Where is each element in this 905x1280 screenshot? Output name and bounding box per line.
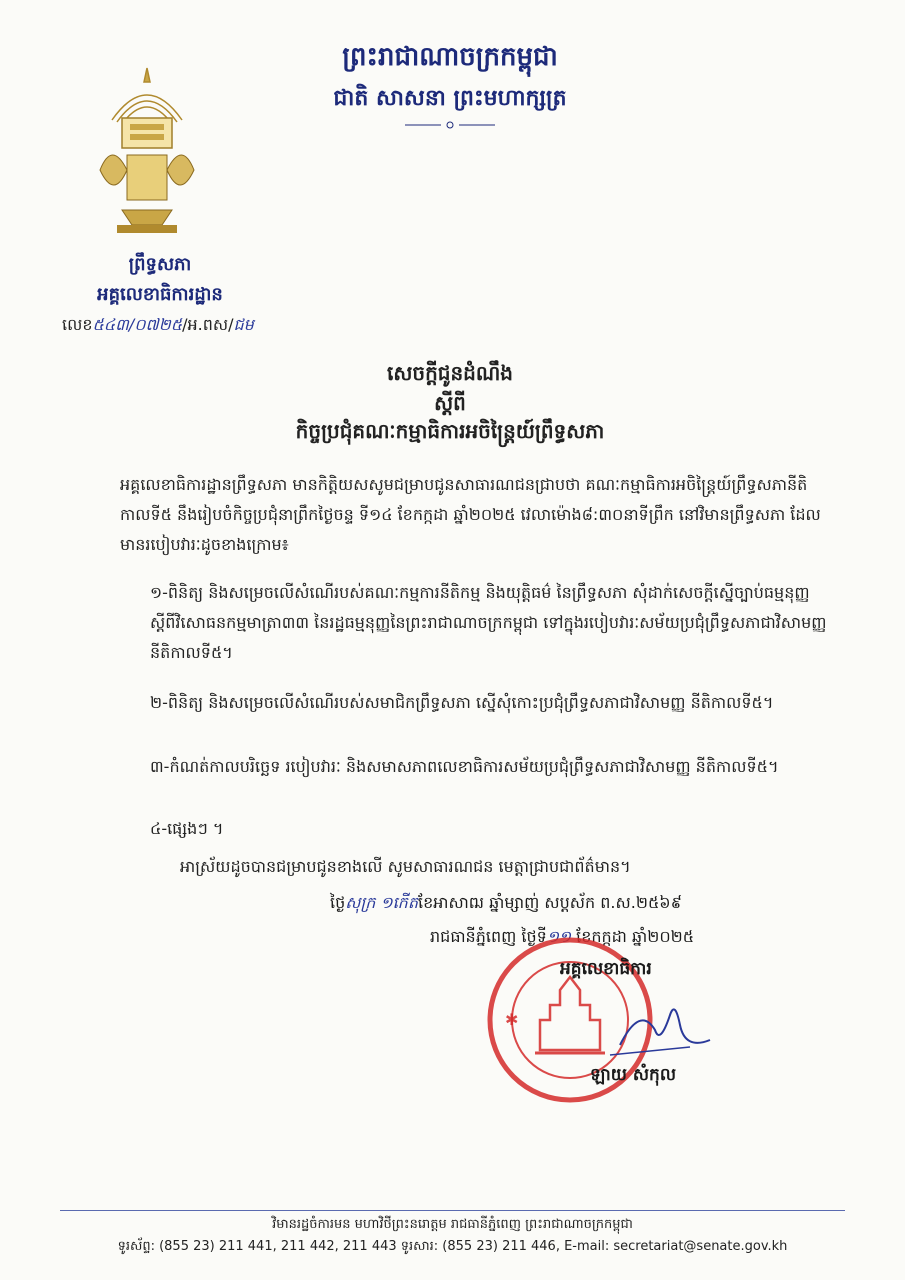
svg-text:✱: ✱ (505, 1010, 519, 1029)
footer-contact: ទូរស័ព្ទ: (855 23) 211 441, 211 442, 211 443 ទូរសារ: (855 23) 211 446, E-mail: secretariat@senate.gov.kh (117, 1239, 788, 1254)
agenda-item: ៣-កំណត់កាលបរិច្ឆេទ របៀបវារៈ និងសមាសភាពលេខាធិការសម័យប្រជុំព្រឹទ្ធសភាជាវិសាមញ្ញ នីតិកាលទី៥។ (150, 757, 779, 776)
closing-paragraph: អាស្រ័យដូចបានជម្រាបជូនខាងលើ សូមសាធារណជន មេត្តាជ្រាបជាព័ត៌មាន។ (180, 857, 631, 876)
lunar-date-handwritten: សុក្រ ១កើត (345, 893, 418, 912)
notice-subject-label: ស្តីពី (434, 391, 466, 415)
lunar-date (330, 892, 830, 916)
lunar-date-rest: ខែអាសាឍ ឆ្នាំម្សាញ់ សប្តស័ក ព.ស.២៥៦៩ (417, 893, 682, 912)
city-date-rest: ខែកក្កដា ឆ្នាំ២០២៥ (576, 927, 695, 946)
notice-subject: កិច្ចប្រជុំគណៈកម្មាធិការអចិន្ត្រៃយ៍ព្រឹទ្ធសភា (295, 419, 605, 443)
reference-number (62, 314, 254, 338)
issuer-senate: ព្រឹទ្ធសភា (128, 254, 192, 275)
reference-suffix: /អ.ពស/ (182, 315, 234, 334)
national-motto: ជាតិ សាសនា ព្រះមហាក្សត្រ (333, 85, 567, 111)
agenda-item: ១-ពិនិត្យ និងសម្រេចលើសំណើរបស់គណៈកម្មការនីតិកម្ម និងយុត្តិធម៌ នៃព្រឹទ្ធសភា សុំដាក់សេចក្តីស្នើច្បាប់ធម្មនុញ្ញ ស្តីពីវិសោធនកម្មមាត្រា៣៣ នៃរដ្ឋធម្មនុញ្ញនៃព្រះរាជាណាចក្រកម្ពុជា ទៅក្នុងរបៀបវារៈសម័យប្រជុំព្រឹទ្ធសភាជាវិសាមញ្ញ នីតិកាលទី៥។ (150, 583, 827, 662)
kingdom-heading: ព្រះរាជាណាចក្រកម្ពុជា (342, 42, 558, 72)
footer-address: វិមានរដ្ឋចំការមន មហាវិថីព្រះនរោត្តម រាជធានីភ្នំពេញ ព្រះរាជាណាចក្រកម្ពុជា (272, 1217, 633, 1232)
royal-emblem-icon (92, 60, 202, 240)
intro-paragraph: អគ្គលេខាធិការដ្ឋានព្រឹទ្ធសភា មានកិត្តិយសសូមជម្រាបជូនសាធារណជនជ្រាបថា គណៈកម្មាធិការអចិន្ត្រៃយ៍ព្រឹទ្ធសភានីតិកាលទី៥ នឹងរៀបចំកិច្ចប្រជុំនាព្រឹកថ្ងៃចន្ទ ទី១៤ ខែកក្កដា ឆ្នាំ២០២៥ វេលាម៉ោង៨:៣០នាទីព្រឹក នៅវិមានព្រឹទ្ធសភា ដែលមានរបៀបវារៈដូចខាងក្រោម៖ (120, 475, 821, 554)
ornament-divider-icon (405, 120, 495, 130)
agenda-item: ២-ពិនិត្យ និងសម្រេចលើសំណើរបស់សមាជិកព្រឹទ្ធសភា ស្នើសុំកោះប្រជុំព្រឹទ្ធសភាជាវិសាមញ្ញ នីតិកាលទី៥។ (150, 693, 774, 712)
handwritten-signature-icon (600, 985, 720, 1065)
agenda-item: ៤-ផ្សេងៗ ។ (150, 819, 224, 838)
lunar-date-prefix: ថ្ងៃ (330, 893, 346, 912)
notice-title: សេចក្តីជូនដំណឹង (387, 361, 513, 385)
issuer-department: អគ្គលេខាធិការដ្ឋាន (97, 284, 223, 305)
signatory-name: ឡាយ សំកុល (590, 1065, 677, 1085)
reference-prefix: លេខ (62, 315, 93, 334)
day-handwritten: ១១ (546, 927, 572, 946)
signatory-title: អគ្គលេខាធិការ (560, 959, 652, 979)
footer-divider (60, 1210, 845, 1211)
reference-handwritten-number: ៥៤៣/០៧២៥ (92, 315, 183, 334)
city-date-prefix: រាជធានីភ្នំពេញ ថ្ងៃទី (430, 927, 547, 946)
reference-handwritten-code: ជម (233, 315, 254, 334)
